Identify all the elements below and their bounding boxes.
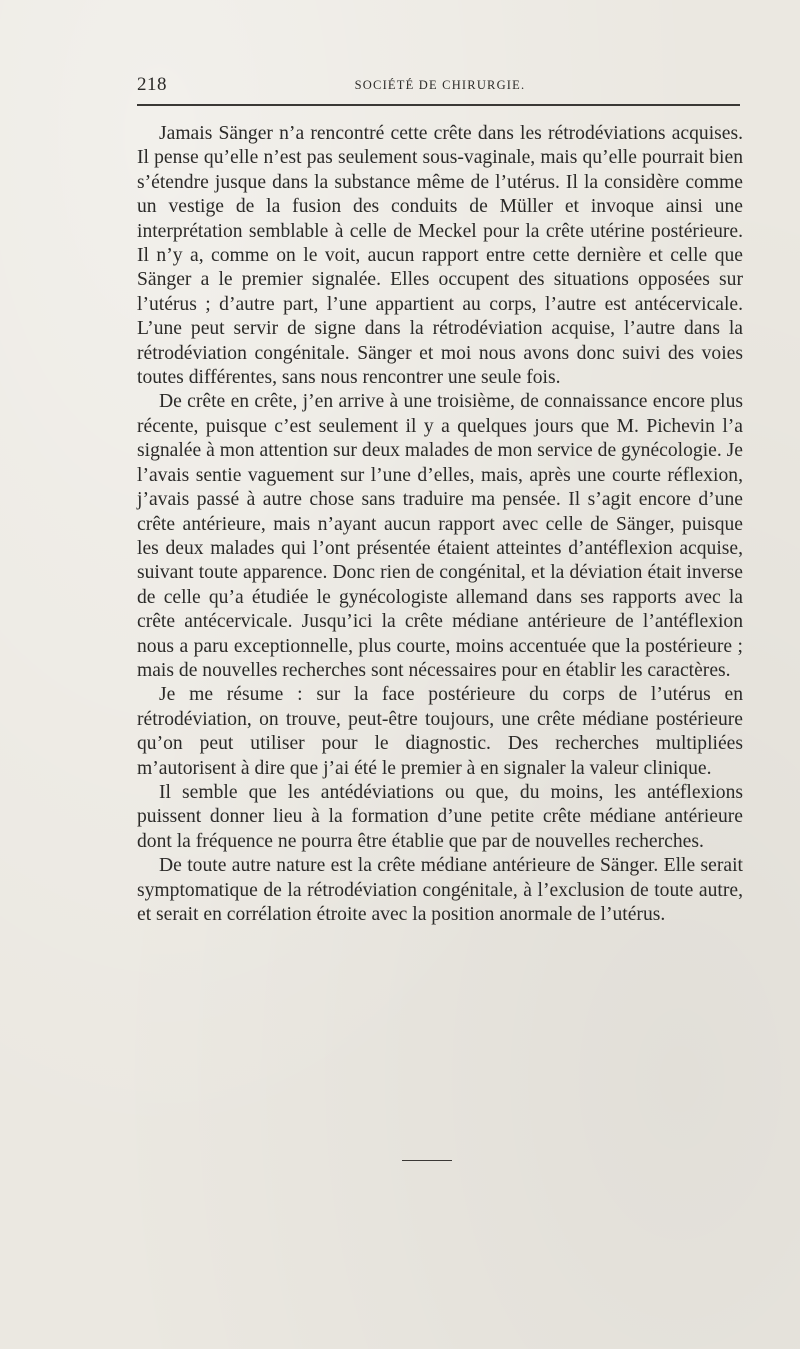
body-text xyxy=(137,122,743,927)
page-header xyxy=(137,72,743,102)
paragraph: De toute autre nature est la crête médiane antérieure de Sänger. Elle serait symptomatique de la rétrodéviation congénitale, à l’exclusion de toute autre, et serait en corrélation étroite avec la position anormale de l’utérus. xyxy=(137,855,743,925)
section-end-rule xyxy=(402,1160,452,1161)
paragraph: Jamais Sänger n’a rencontré cette crête dans les rétrodéviations acquises. Il pense qu’elle n’est pas seulement sous-vaginale, mais qu’elle pourrait bien s’étendre jusque dans la substance même de l’utérus. Il la considère comme un vestige de la fusion des conduits de Müller et invoque ainsi une interprétation semblable à celle de Meckel pour la crête utérine postérieure. Il n’y a, comme on le voit, aucun rapport entre cette dernière et celle que Sänger a le premier signalée. Elles occupent des situations opposées sur l’utérus ; d’autre part, l’une appartient au corps, l’autre est antécervicale. L’une peut servir de signe dans la rétrodéviation acquise, l’autre dans la rétrodéviation congénitale. Sänger et moi nous avons donc suivi des voies toutes différentes, sans nous rencontrer une seule fois. xyxy=(137,123,743,389)
running-title: SOCIÉTÉ DE CHIRURGIE. xyxy=(354,78,526,92)
paragraph: Je me résume : sur la face postérieure du corps de l’utérus en rétrodéviation, on trouve, peut-être toujours, une crête médiane postérieure qu’on peut utiliser pour le diagnostic. Des recherches multipliées m’autorisent à dire que j’ai été le premier à en signaler la valeur clinique. xyxy=(137,684,743,779)
header-rule xyxy=(137,104,740,106)
paragraph: De crête en crête, j’en arrive à une troisième, de connaissance encore plus récente, puisque c’est seulement il y a quelques jours que M. Pichevin l’a signalée à mon attention sur deux malades de mon service de gynécologie. Je l’avais sentie vaguement sur l’une d’elles, mais, après une courte réflexion, j’avais passé à autre chose sans traduire ma pensée. Il s’agit encore d’une crête antérieure, mais n’ayant aucun rapport avec celle de Sänger, puisque les deux malades qui l’ont présentée étaient atteintes d’antéflexion acquise, suivant toute apparence. Donc rien de congénital, et la déviation était inverse de celle qu’a étudiée le gynécologiste allemand dans ses rapports avec la crête antécervicale. Jusqu’ici la crête médiane antérieure de l’antéflexion nous a paru exceptionnelle, plus courte, moins accentuée que la postérieure ; mais de nouvelles recherches sont nécessaires pour en établir les caractères. xyxy=(137,391,743,681)
paragraph: Il semble que les antédéviations ou que, du moins, les antéflexions puissent donner lieu à la formation d’une petite crête médiane antérieure dont la fréquence ne pourra être établie que par de nouvelles recherches. xyxy=(137,781,743,852)
page-number: 218 xyxy=(137,74,167,95)
